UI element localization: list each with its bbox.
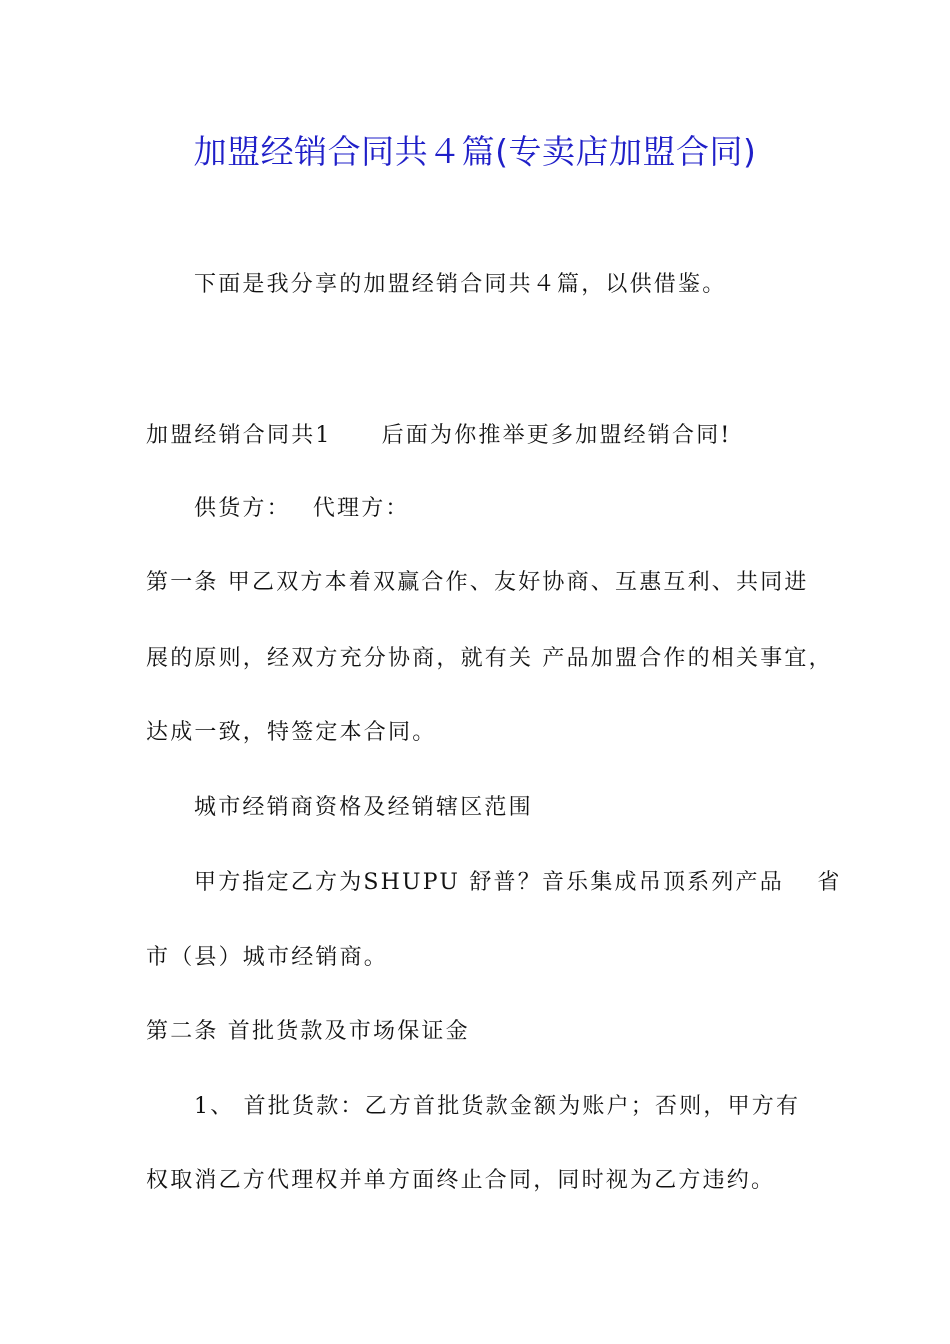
article-1-line-1: 第一条 甲乙双方本着双赢合作、友好协商、互惠互利、共同进 — [146, 570, 809, 595]
article-1-line-3: 达成一致，特签定本合同。 — [146, 720, 437, 745]
section-note: 后面为你推举更多加盟经销合同! — [381, 423, 732, 448]
article-1-line-2: 展的原则，经双方充分协商，就有关 产品加盟合作的相关事宜， — [146, 646, 833, 671]
intro-paragraph: 下面是我分享的加盟经销合同共４篇，以供借鉴。 — [194, 272, 727, 297]
article-2-heading: 第二条 首批货款及市场保证金 — [146, 1019, 470, 1044]
section-heading-line — [146, 421, 731, 451]
document-title: 加盟经销合同共４篇(专卖店加盟合同) — [193, 132, 757, 171]
supplier-label: 供货方： — [194, 496, 291, 521]
designation-line-2: 市（县）城市经销商。 — [146, 945, 389, 970]
parties-line — [194, 494, 410, 524]
payment-line-1: 1、 首批货款：乙方首批货款金额为账户；否则，甲方有 — [194, 1094, 801, 1119]
qualification-heading: 城市经销商资格及经销辖区范围 — [194, 795, 533, 820]
designation-line-1: 甲方指定乙方为SHUPU 舒普？音乐集成吊顶系列产品 省 — [194, 870, 842, 895]
agent-label: 代理方： — [312, 496, 410, 521]
payment-line-2: 权取消乙方代理权并单方面终止合同，同时视为乙方违约。 — [146, 1168, 776, 1193]
section-heading: 加盟经销合同共1 — [146, 423, 332, 448]
